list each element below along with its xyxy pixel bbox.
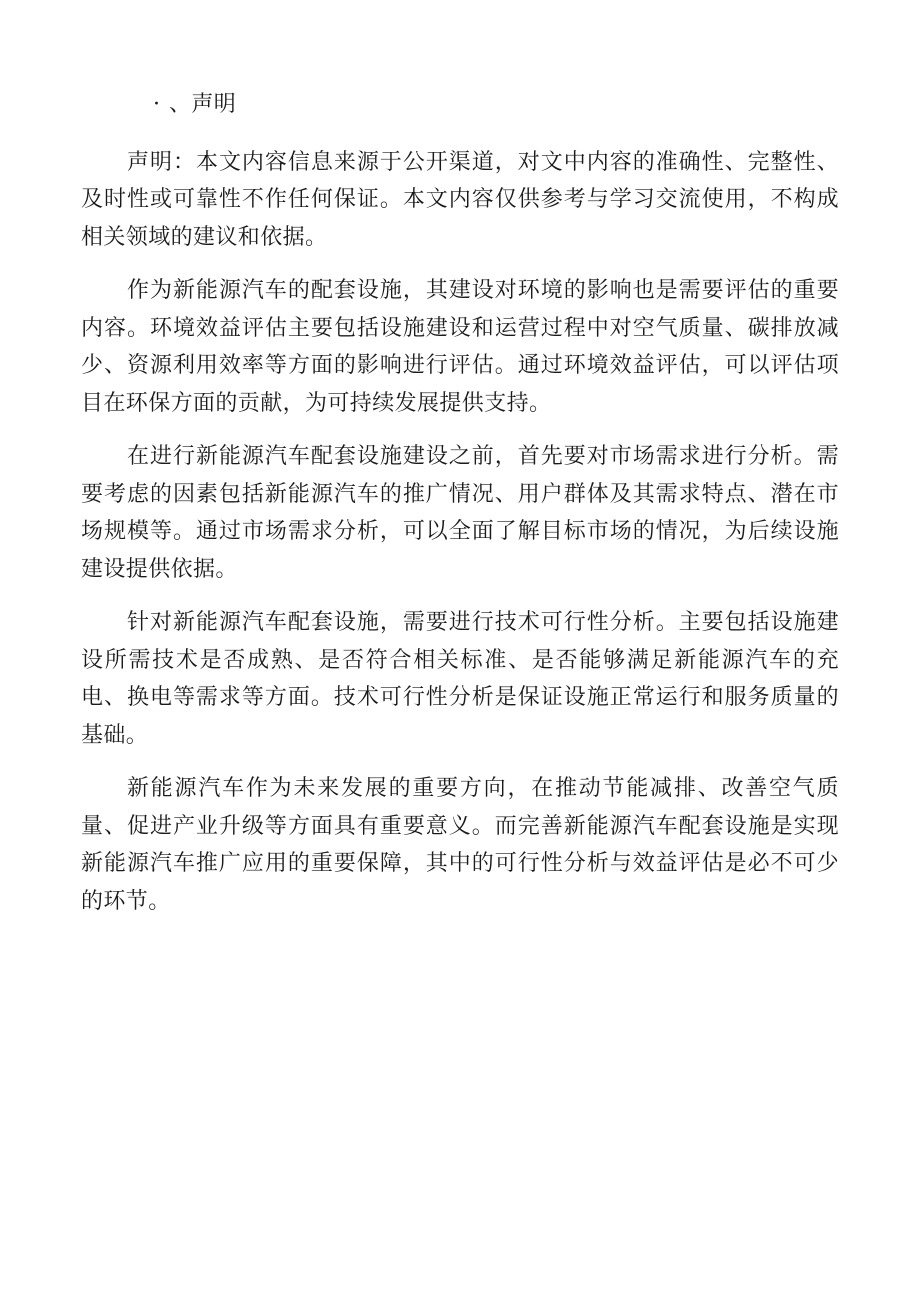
paragraph-market-demand: 在进行新能源汽车配套设施建设之前，首先要对市场需求进行分析。需要考虑的因素包括新能源汽车的推广情况、用户群体及其需求特点、潜在市场规模等。通过市场需求分析，可以全面了解目标市场的情况，为后续设施建设提供依据。	[81, 444, 839, 582]
heading-text: 、声明	[169, 92, 237, 117]
paragraph-environmental-benefit: 作为新能源汽车的配套设施，其建设对环境的影响也是需要评估的重要内容。环境效益评估主要包括设施建设和运营过程中对空气质量、碳排放减少、资源利用效率等方面的影响进行评估。通过环境效益评估，可以评估项目在环保方面的贡献，为可持续发展提供支持。	[81, 278, 839, 416]
section-heading	[81, 86, 839, 124]
heading-bullet: ·	[153, 92, 161, 117]
paragraph-disclaimer: 声明：本文内容信息来源于公开渠道，对文中内容的准确性、完整性、及时性或可靠性不作任何保证。本文内容仅供参考与学习交流使用，不构成相关领域的建议和依据。	[81, 149, 839, 250]
paragraph-conclusion: 新能源汽车作为未来发展的重要方向，在推动节能减排、改善空气质量、促进产业升级等方面具有重要意义。而完善新能源汽车配套设施是实现新能源汽车推广应用的重要保障，其中的可行性分析与效益评估是必不可少的环节。	[81, 776, 839, 914]
document-body	[81, 86, 839, 936]
paragraph-technical-feasibility: 针对新能源汽车配套设施，需要进行技术可行性分析。主要包括设施建设所需技术是否成熟、是否符合相关标准、是否能够满足新能源汽车的充电、换电等需求等方面。技术可行性分析是保证设施正常运行和服务质量的基础。	[81, 610, 839, 748]
